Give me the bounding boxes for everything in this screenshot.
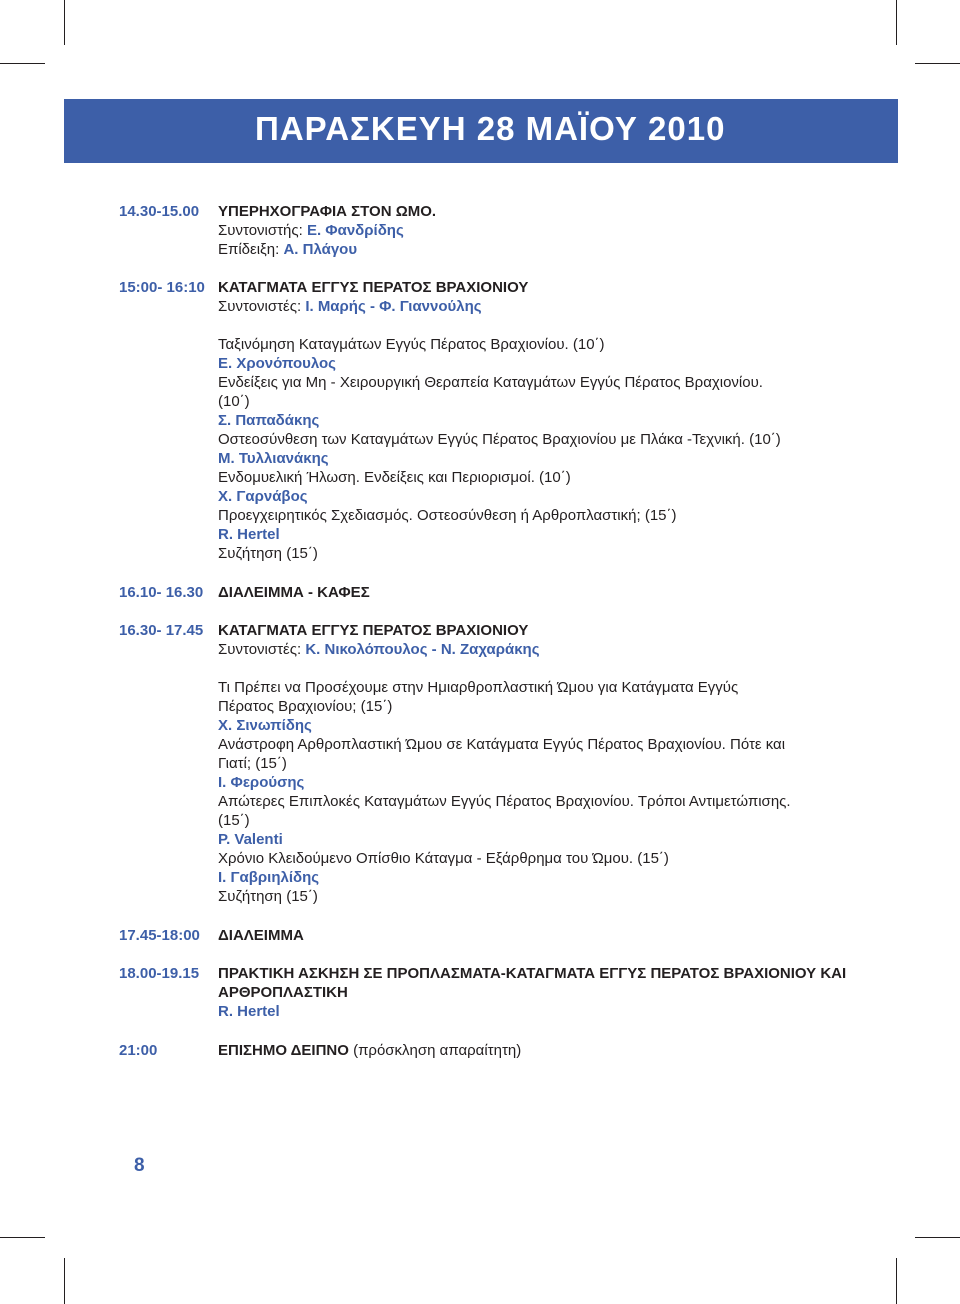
session-time: 14.30-15.00: [119, 203, 200, 220]
demo-line: [218, 240, 357, 259]
session-time: 16.30- 17.45: [119, 622, 204, 639]
talk-title: Γιατί; (15΄): [218, 755, 287, 772]
talk-speaker: Ι. Φερούσης: [218, 774, 305, 791]
session-time: 17.45-18:00: [119, 927, 200, 944]
moderator-label: Συντονιστής:: [218, 222, 307, 239]
talk-title: Ανάστροφη Αρθροπλαστική Ώμου σε Κατάγματα Εγγύς Πέρατος Βραχιονίου. Πότε και: [218, 736, 786, 753]
moderator-label: Συντονιστές:: [218, 641, 306, 658]
demo-name: Α. Πλάγου: [283, 241, 358, 258]
session-title: ΕΠΙΣΗΜΟ ΔΕΙΠΝΟ: [218, 1042, 349, 1059]
moderator-name: Ι. Μαρής - Φ. Γιαννούλης: [305, 298, 482, 315]
session-title: ΠΡΑΚΤΙΚΗ ΑΣΚΗΣΗ ΣΕ ΠΡΟΠΛΑΣΜΑΤΑ-ΚΑΤΑΓΜΑΤΑ ΕΓΓΥΣ ΠΕΡΑΤΟΣ ΒΡΑΧΙΟΝΙΟΥ ΚΑΙ: [218, 965, 847, 982]
talk-title: (15΄): [218, 812, 250, 829]
talk-title: Ενδείξεις για Μη - Χειρουργική Θεραπεία Καταγμάτων Εγγύς Πέρατος Βραχιονίου.: [218, 374, 763, 391]
session-time: 16.10- 16.30: [119, 584, 204, 601]
session-title: ΚΑΤΑΓΜΑΤΑ ΕΓΓΥΣ ΠΕΡΑΤΟΣ ΒΡΑΧΙΟΝΙΟΥ: [218, 622, 529, 639]
moderator-label: Συντονιστές:: [218, 298, 306, 315]
talk-speaker: P. Valenti: [218, 831, 283, 848]
talk-title: Χρόνιο Κλειδούμενο Οπίσθιο Κάταγμα - Εξάρθρημα του Ώμου. (15΄): [218, 850, 669, 867]
dinner-line: [218, 1041, 521, 1060]
moderator-line: [218, 640, 540, 659]
talk-speaker: Ε. Χρονόπουλος: [218, 355, 336, 372]
talk-title: Πέρατος Βραχιονίου; (15΄): [218, 698, 393, 715]
crop-mark: [64, 0, 65, 45]
talk-speaker: R. Hertel: [218, 526, 280, 543]
crop-mark: [896, 0, 897, 45]
header-banner: [64, 99, 898, 163]
session-time: 15:00- 16:10: [119, 279, 205, 296]
talk-speaker: Χ. Γαρνάβος: [218, 488, 308, 505]
page-title: ΠΑΡΑΣΚΕΥΗ 28 ΜΑΪΟΥ 2010: [255, 110, 726, 147]
moderator-name: Ε. Φανδρίδης: [306, 222, 404, 239]
session-title: ΑΡΘΡΟΠΛΑΣΤΙΚΗ: [218, 984, 348, 1001]
talk-title: Απώτερες Επιπλοκές Καταγμάτων Εγγύς Πέρατος Βραχιονίου. Τρόποι Αντιμετώπισης.: [218, 793, 791, 810]
session-title: ΥΠΕΡΗΧΟΓΡΑΦΙΑ ΣΤΟΝ ΩΜΟ.: [218, 203, 437, 220]
session-title: ΔΙΑΛΕΙΜΜΑ - ΚΑΦΕΣ: [218, 584, 370, 601]
discussion: Συζήτηση (15΄): [218, 545, 318, 562]
talk-title: Ενδομυελική Ήλωση. Ενδείξεις και Περιορισμοί. (10΄): [218, 469, 571, 486]
talk-speaker: Ι. Γαβριηλίδης: [218, 869, 320, 886]
moderator-line: [218, 297, 482, 316]
crop-mark: [0, 63, 45, 64]
talk-speaker: Μ. Τυλλιανάκης: [218, 450, 329, 467]
dinner-note: (πρόσκληση απαραίτητη): [348, 1042, 522, 1059]
page-number: 8: [134, 1155, 145, 1176]
talk-title: Προεγχειρητικός Σχεδιασμός. Οστεοσύνθεση ή Αρθροπλαστική; (15΄): [218, 507, 677, 524]
session-title: ΚΑΤΑΓΜΑΤΑ ΕΓΓΥΣ ΠΕΡΑΤΟΣ ΒΡΑΧΙΟΝΙΟΥ: [218, 279, 529, 296]
discussion: Συζήτηση (15΄): [218, 888, 318, 905]
talk-title: Οστεοσύνθεση των Καταγμάτων Εγγύς Πέρατος Βραχιονίου με Πλάκα -Τεχνική. (10΄): [218, 431, 781, 448]
moderator-line: [218, 221, 404, 240]
talk-speaker: Σ. Παπαδάκης: [218, 412, 320, 429]
session-time: 21:00: [119, 1042, 158, 1059]
session-title: ΔΙΑΛΕΙΜΜΑ: [218, 927, 304, 944]
crop-mark: [915, 63, 960, 64]
demo-label: Επίδειξη:: [218, 241, 284, 258]
crop-mark: [896, 1258, 897, 1304]
moderator-name: Κ. Νικολόπουλος - Ν. Ζαχαράκης: [305, 641, 540, 658]
talk-title: (10΄): [218, 393, 250, 410]
crop-mark: [915, 1237, 960, 1238]
talk-title: Τι Πρέπει να Προσέχουμε στην Ημιαρθροπλαστική Ώμου για Κατάγματα Εγγύς: [218, 679, 739, 696]
crop-mark: [0, 1237, 45, 1238]
talk-speaker: Χ. Σινωπίδης: [218, 717, 312, 734]
crop-mark: [64, 1258, 65, 1304]
session-time: 18.00-19.15: [119, 965, 200, 982]
talk-speaker: R. Hertel: [218, 1003, 280, 1020]
talk-title: Ταξινόμηση Καταγμάτων Εγγύς Πέρατος Βραχιονίου. (10΄): [218, 336, 605, 353]
